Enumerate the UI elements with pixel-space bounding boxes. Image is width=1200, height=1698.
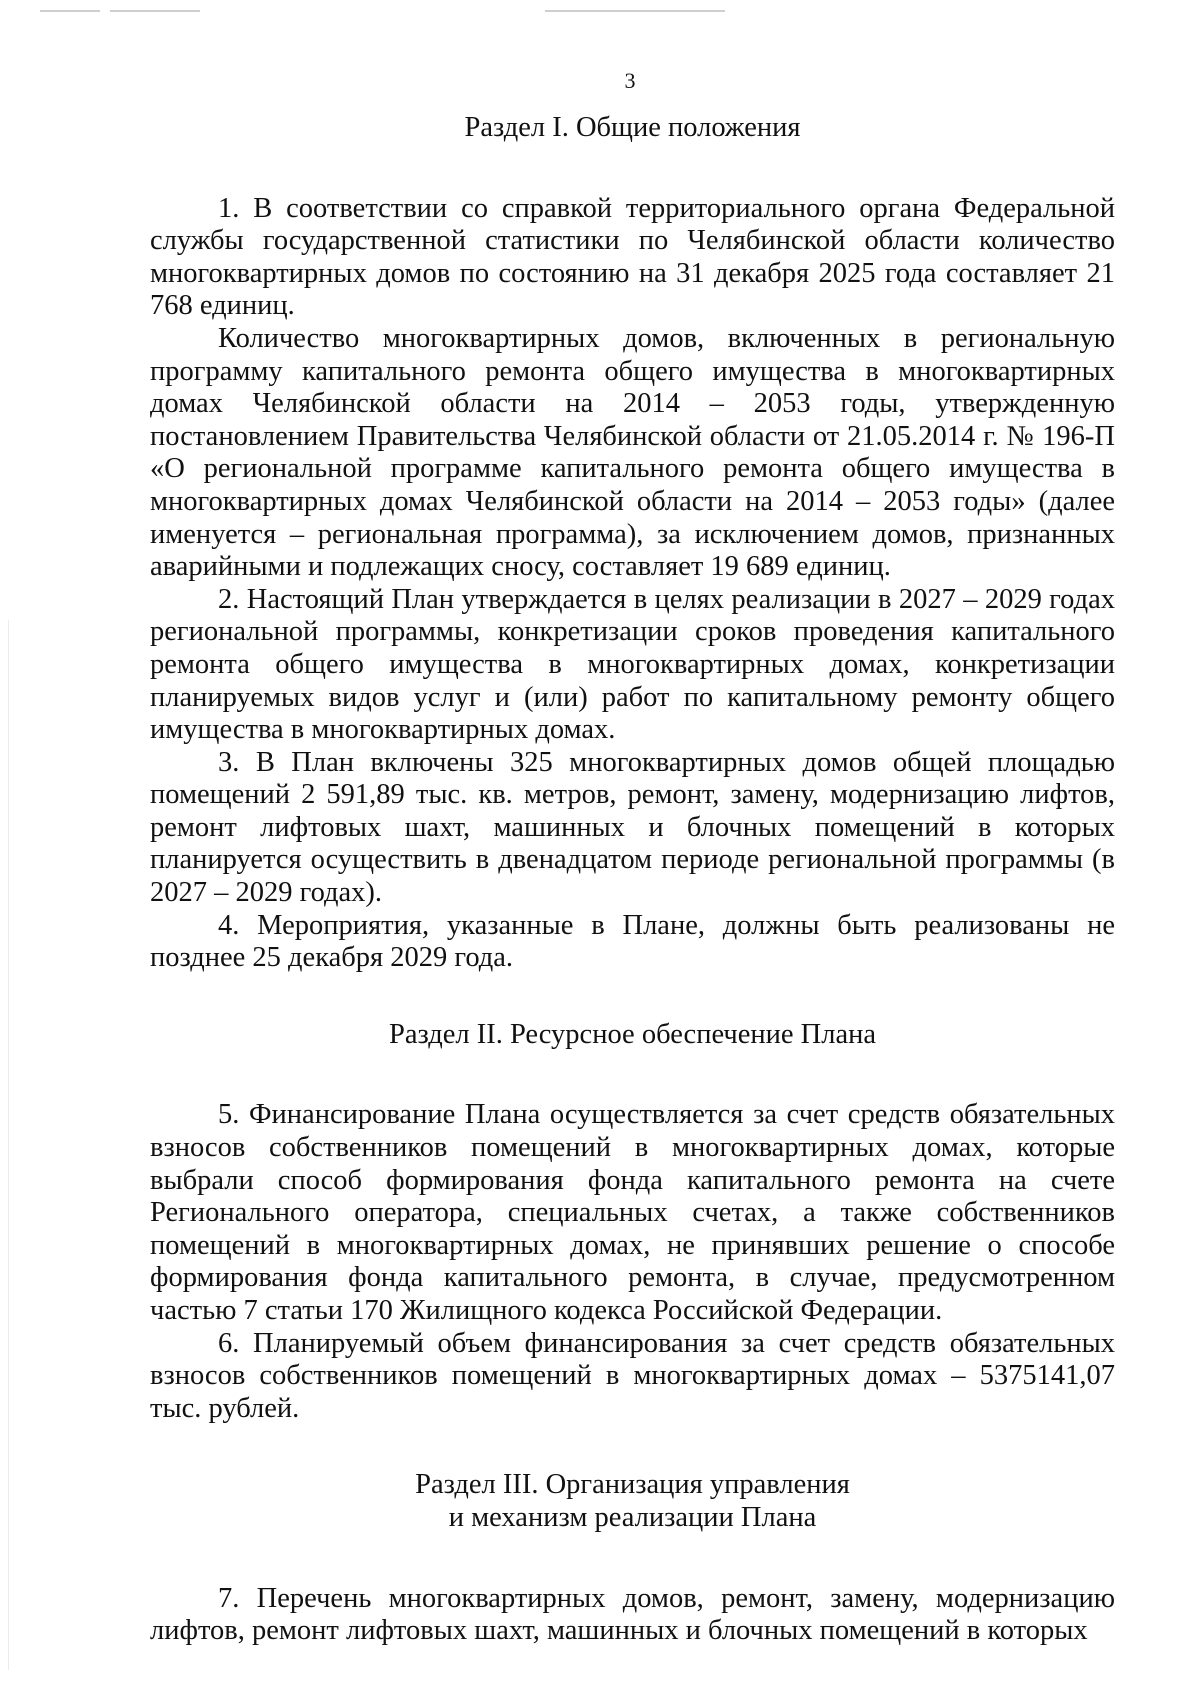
paragraph-1-1: 1. В соответствии со справкой территориального органа Федеральной службы государственной статистики по Челябинской области количество многоквартирных домов по состоянию на 31 декабря 2025 года составляет 21 768 единиц.: [150, 192, 1115, 322]
section-3-title-line-1: Раздел III. Организация управления: [415, 1469, 850, 1501]
scan-artifact: [40, 10, 100, 12]
paragraph-1-4: 3. В План включены 325 многоквартирных домов общей площадью помещений 2 591,89 тыс. кв. метров, ремонт, замену, модернизацию лифтов, ремонт лифтовых шахт, машинных и блочных помещений в которых планируется осуществить в двенадцатом периоде региональной программы (в 2027 – 2029 годах).: [150, 746, 1115, 909]
paragraph-1-3: 2. Настоящий План утверждается в целях реализации в 2027 – 2029 годах региональной программы, конкретизации сроков проведения капитального ремонта общего имущества в многоквартирных домах, конкретизации планируемых видов услуг и (или) работ по капитальному ремонту общего имущества в многоквартирных домах.: [150, 583, 1115, 746]
scan-artifact: [110, 10, 200, 12]
section-2-title: [150, 1019, 1115, 1052]
page-number: 3: [624, 68, 636, 93]
section-1-title-line: Раздел I. Общие положения: [464, 112, 801, 143]
section-2-title-line: Раздел II. Ресурсное обеспечение Плана: [388, 1018, 877, 1050]
paragraph-2-2: 6. Планируемый объем финансирования за счет средств обязательных взносов собственников помещений в многоквартирных домах – 5375141,07 тыс. рублей.: [150, 1327, 1115, 1424]
section-1-title: [150, 112, 1115, 145]
paragraph-2-1: 5. Финансирование Плана осуществляется за счет средств обязательных взносов собственников помещений в многоквартирных домах, которые выбрали способ формирования фонда капитального ремонта на счете Регионального оператора, специальных счетах, а также собственников помещений в многоквартирных домах, не принявших решение о способе формирования фонда капитального ремонта, в случае, предусмотренном частью 7 статьи 170 Жилищного кодекса Российской Федерации.: [150, 1099, 1115, 1326]
section-3-title: [150, 1469, 1115, 1534]
scan-artifact: [545, 10, 725, 12]
paragraph-1-5: 4. Мероприятия, указанные в Плане, должны быть реализованы не позднее 25 декабря 2029 года.: [150, 909, 1115, 974]
paragraph-3-1: 7. Перечень многоквартирных домов, ремонт, замену, модернизацию лифтов, ремонт лифтовых шахт, машинных и блочных помещений в которых: [150, 1582, 1115, 1647]
paragraph-1-2: Количество многоквартирных домов, включенных в региональную программу капитального ремонта общего имущества в многоквартирных домах Челябинской области на 2014 – 2053 годы, утвержденную постановлением Правительства Челябинской области от 21.05.2014 г. № 196-П «О региональной программе капитального ремонта общего имущества в многоквартирных домах Челябинской области на 2014 – 2053 годы» (далее именуется – региональная программа), за исключением домов, признанных аварийными и подлежащих сносу, составляет 19 689 единиц.: [150, 322, 1115, 583]
scan-margin-line: [8, 620, 9, 1670]
section-3-title-line-2: и механизм реализации Плана: [448, 1501, 817, 1533]
document-body: [150, 112, 1115, 1648]
